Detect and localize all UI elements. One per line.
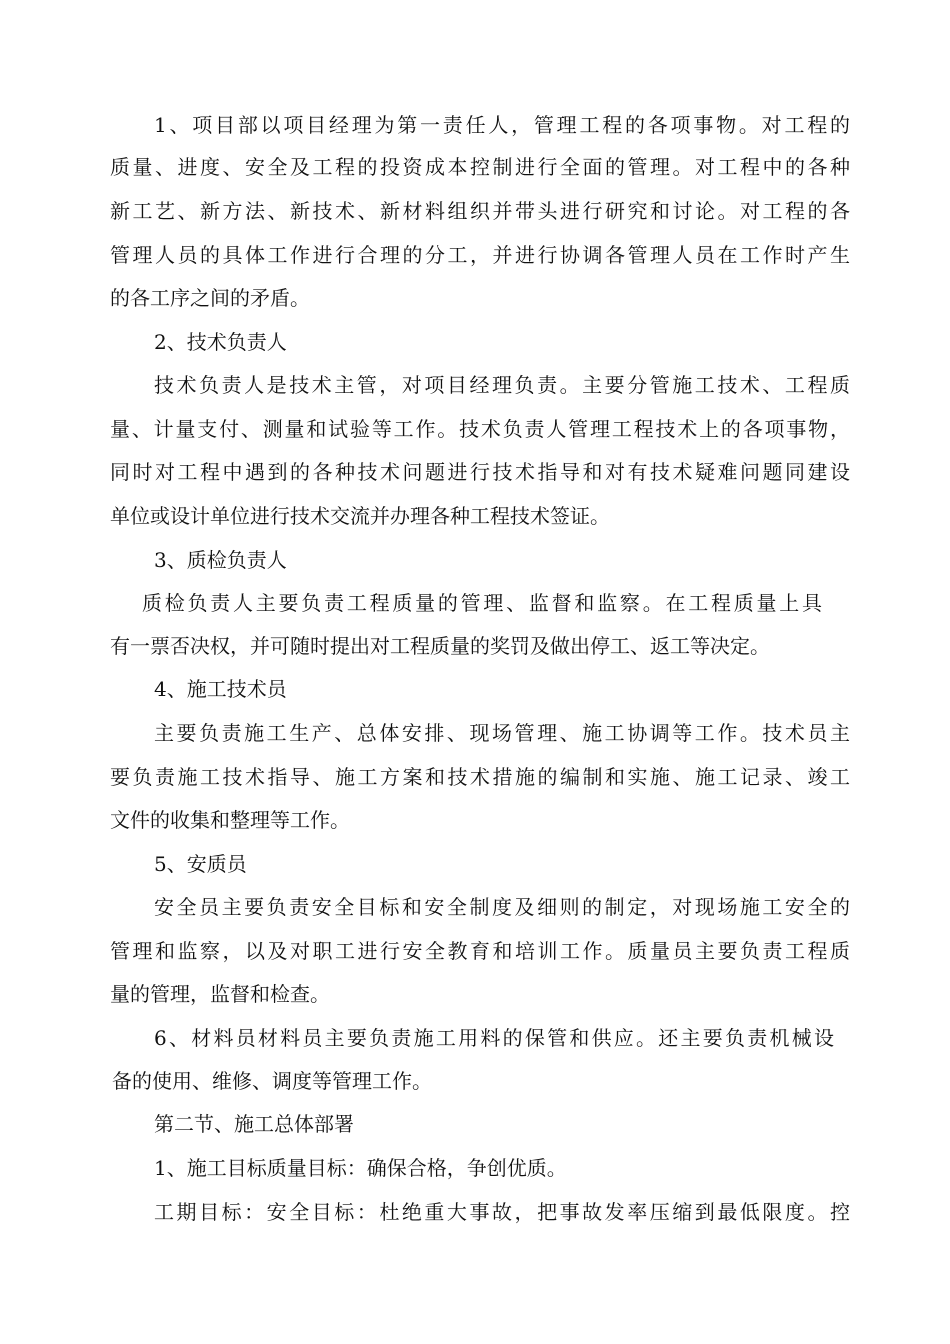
paragraph-7-line-3: 文件的收集和整理等工作。 xyxy=(110,808,350,832)
paragraph-1-line-2: 质量、进度、安全及工程的投资成本控制进行全面的管理。对工程中的各种 xyxy=(110,155,850,179)
paragraph-7-line-2: 要负责施工技术指导、施工方案和技术措施的编制和实施、施工记录、竣工 xyxy=(110,765,850,789)
paragraph-9-line-3: 量的管理，监督和检查。 xyxy=(110,982,330,1006)
paragraph-3-line-3: 同时对工程中遇到的各种技术问题进行技术指导和对有技术疑难问题同建设 xyxy=(110,460,850,484)
paragraph-5-line-2: 有一票否决权，并可随时提出对工程质量的奖罚及做出停工、返工等决定。 xyxy=(110,634,770,658)
paragraph-1-line-1: 1、项目部以项目经理为第一责任人，管理工程的各项事物。对工程的 xyxy=(154,113,850,137)
paragraph-9-line-2: 管理和监察，以及对职工进行安全教育和培训工作。质量员主要负责工程质 xyxy=(110,939,850,963)
paragraph-9-line-1: 安全员主要负责安全目标和安全制度及细则的制定，对现场施工安全的 xyxy=(154,895,850,919)
paragraph-1-line-3: 新工艺、新方法、新技术、新材料组织并带头进行研究和讨论。对工程的各 xyxy=(110,199,850,223)
paragraph-3-line-4: 单位或设计单位进行技术交流并办理各种工程技术签证。 xyxy=(110,504,610,528)
paragraph-10-line-1: 6、材料员材料员主要负责施工用料的保管和供应。还主要负责机械设 xyxy=(154,1026,834,1050)
paragraph-1-line-4: 管理人员的具体工作进行合理的分工，并进行协调各管理人员在工作时产生 xyxy=(110,243,850,267)
paragraph-12-line-1: 1、施工目标质量目标：确保合格，争创优质。 xyxy=(154,1156,567,1180)
paragraph-3-line-1: 技术负责人是技术主管，对项目经理负责。主要分管施工技术、工程质 xyxy=(154,373,850,397)
paragraph-1-line-5: 的各工序之间的矛盾。 xyxy=(110,286,310,310)
paragraph-10-line-2: 备的使用、维修、调度等管理工作。 xyxy=(112,1069,432,1093)
heading-quality-lead: 3、质检负责人 xyxy=(154,548,287,572)
heading-technical-lead: 2、技术负责人 xyxy=(154,330,287,354)
heading-safety-quality-officer: 5、安质员 xyxy=(154,852,247,876)
paragraph-13-line-1: 工期目标：安全目标：杜绝重大事故，把事故发率压缩到最低限度。控 xyxy=(154,1200,850,1224)
paragraph-7-line-1: 主要负责施工生产、总体安排、现场管理、施工协调等工作。技术员主 xyxy=(154,721,850,745)
section-heading: 第二节、施工总体部署 xyxy=(154,1112,354,1136)
paragraph-5-line-1: 质检负责人主要负责工程质量的管理、监督和监察。在工程质量上具 xyxy=(142,591,822,615)
paragraph-3-line-2: 量、计量支付、测量和试验等工作。技术负责人管理工程技术上的各项事物， xyxy=(110,417,850,441)
heading-construction-technician: 4、施工技术员 xyxy=(154,677,287,701)
